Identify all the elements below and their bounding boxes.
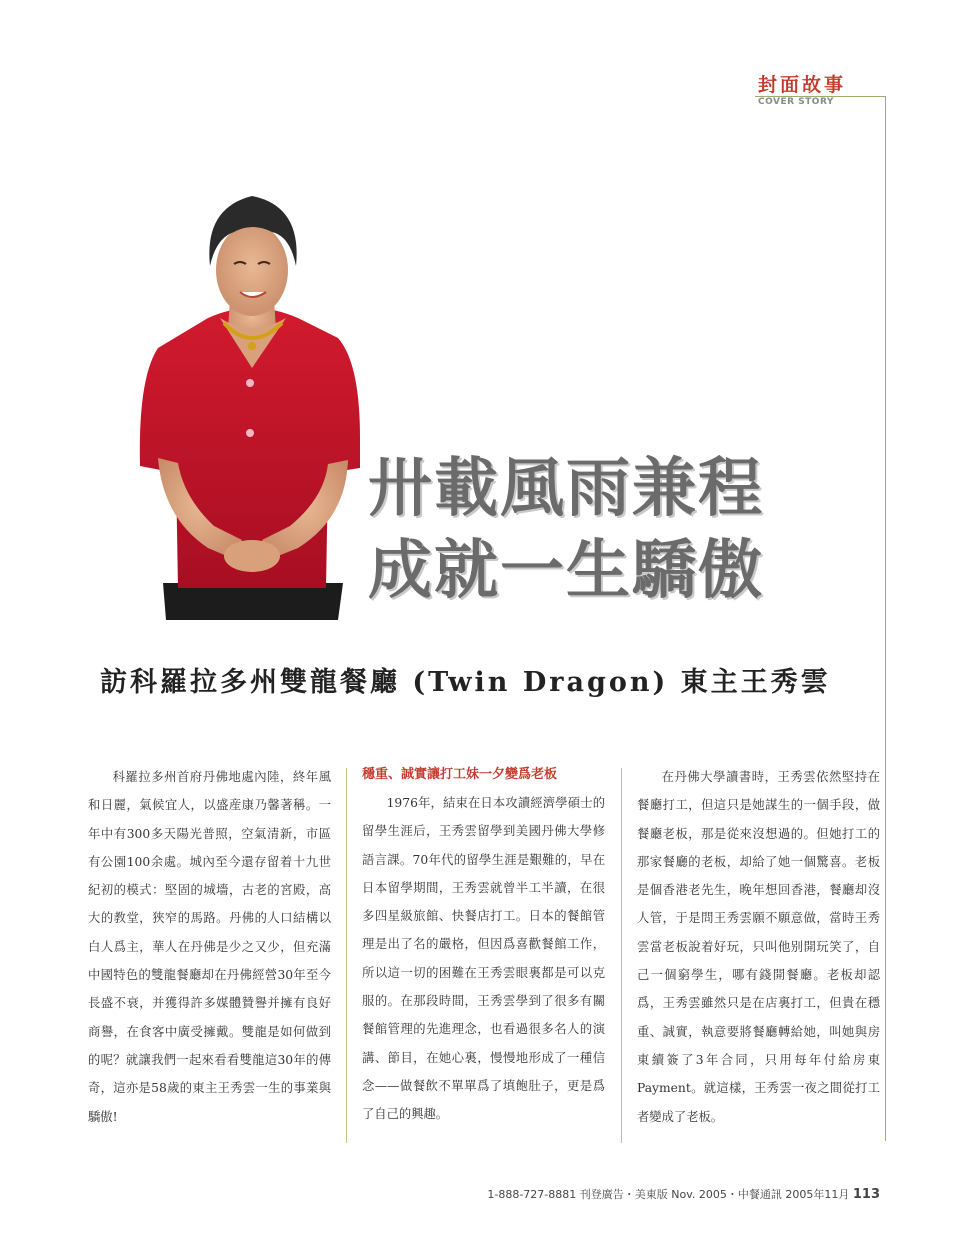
section-tag bbox=[758, 74, 883, 108]
page-footer bbox=[420, 1186, 880, 1202]
paragraph: 科羅拉多州首府丹佛地處內陸，終年風和日麗，氣候宜人，以盛産康乃馨著稱。一年中有300多天陽光普照，空氣清新，市區有公園100余處。城內至今還存留着十九世紀初的模式：堅固的城墻，古老的宮殿，高大的教堂，狹窄的馬路。丹佛的人口結構以白人爲主，華人在丹佛是少之又少，但充滿中國特色的雙龍餐廳却在丹佛經營30年至今長盛不衰，并獲得許多媒體贊譽并擁有良好商譽，在食客中廣受擁戴。雙龍是如何做到的呢？就讓我們一起來看看雙龍這30年的傳奇，這亦是58歲的東主王秀雲一生的事業與驕傲! bbox=[88, 770, 331, 1124]
section-title-zh: 封面故事 bbox=[758, 74, 847, 96]
column-divider bbox=[346, 768, 347, 1143]
paragraph: 在丹佛大學讀書時，王秀雲依然堅持在餐廳打工，但這只是她謀生的一個手段，做餐廳老板，那是從來沒想過的。但她打工的那家餐廳的老板，却給了她一個驚喜。老板是個香港老先生，晚年想回香港，餐廳却沒人管，于是問王秀雲願不願意做，當時王秀雲當老板說着好玩，只叫他别開玩笑了，自己一個窮學生，哪有錢開餐廳。老板却認爲，王秀雲雖然只是在店裏打工，但貴在穩重、誠實，執意要將餐廳轉給她，叫她與房東續簽了3年合同，只用每年付給房東Payment。就這樣，王秀雲一夜之間從打工者變成了老板。 bbox=[637, 770, 880, 1124]
column-divider bbox=[621, 768, 622, 1143]
right-rule bbox=[885, 96, 886, 1141]
article-column-1 bbox=[88, 763, 331, 1131]
subtitle: 訪科羅拉多州雙龍餐廳 (Twin Dragon) 東主王秀雲 bbox=[100, 667, 831, 698]
column-heading: 穩重、誠實讓打工妹一夕變爲老板 bbox=[362, 767, 558, 782]
paragraph: 1976年，結束在日本攻讀經濟學碩士的留學生涯后，王秀雲留學到美國丹佛大學修語言課。70年代的留學生涯是艱難的，早在日本留學期間，王秀雲就曾半工半讀，在很多四星級旅館、快餐店打工。日本的餐館管理是出了名的嚴格，但因爲喜歡餐館工作，所以這一切的困難在王秀雲眼裏都是可以克服的。在那段時間，王秀雲學到了很多有關餐館管理的先進理念，也看過很多名人的演講、節目，在她心裏，慢慢地形成了一種信念——做餐飲不單單爲了填飽肚子，更是爲了自己的興趣。 bbox=[362, 796, 605, 1122]
page-number: 113 bbox=[852, 1187, 880, 1202]
headline-line-1: 卅載風雨兼程 bbox=[368, 451, 764, 526]
footer-text: 1-888-727-8881 刊登廣告・美東版 Nov. 2005・中餐通訊 2005年11月 bbox=[487, 1188, 850, 1201]
headline-line-2: 成就一生驕傲 bbox=[368, 533, 764, 608]
headline bbox=[368, 448, 788, 612]
section-title-en: COVER STORY bbox=[758, 97, 834, 107]
article-column-2 bbox=[362, 763, 605, 1129]
article-column-3 bbox=[637, 763, 880, 1131]
portrait-photo bbox=[138, 188, 366, 620]
